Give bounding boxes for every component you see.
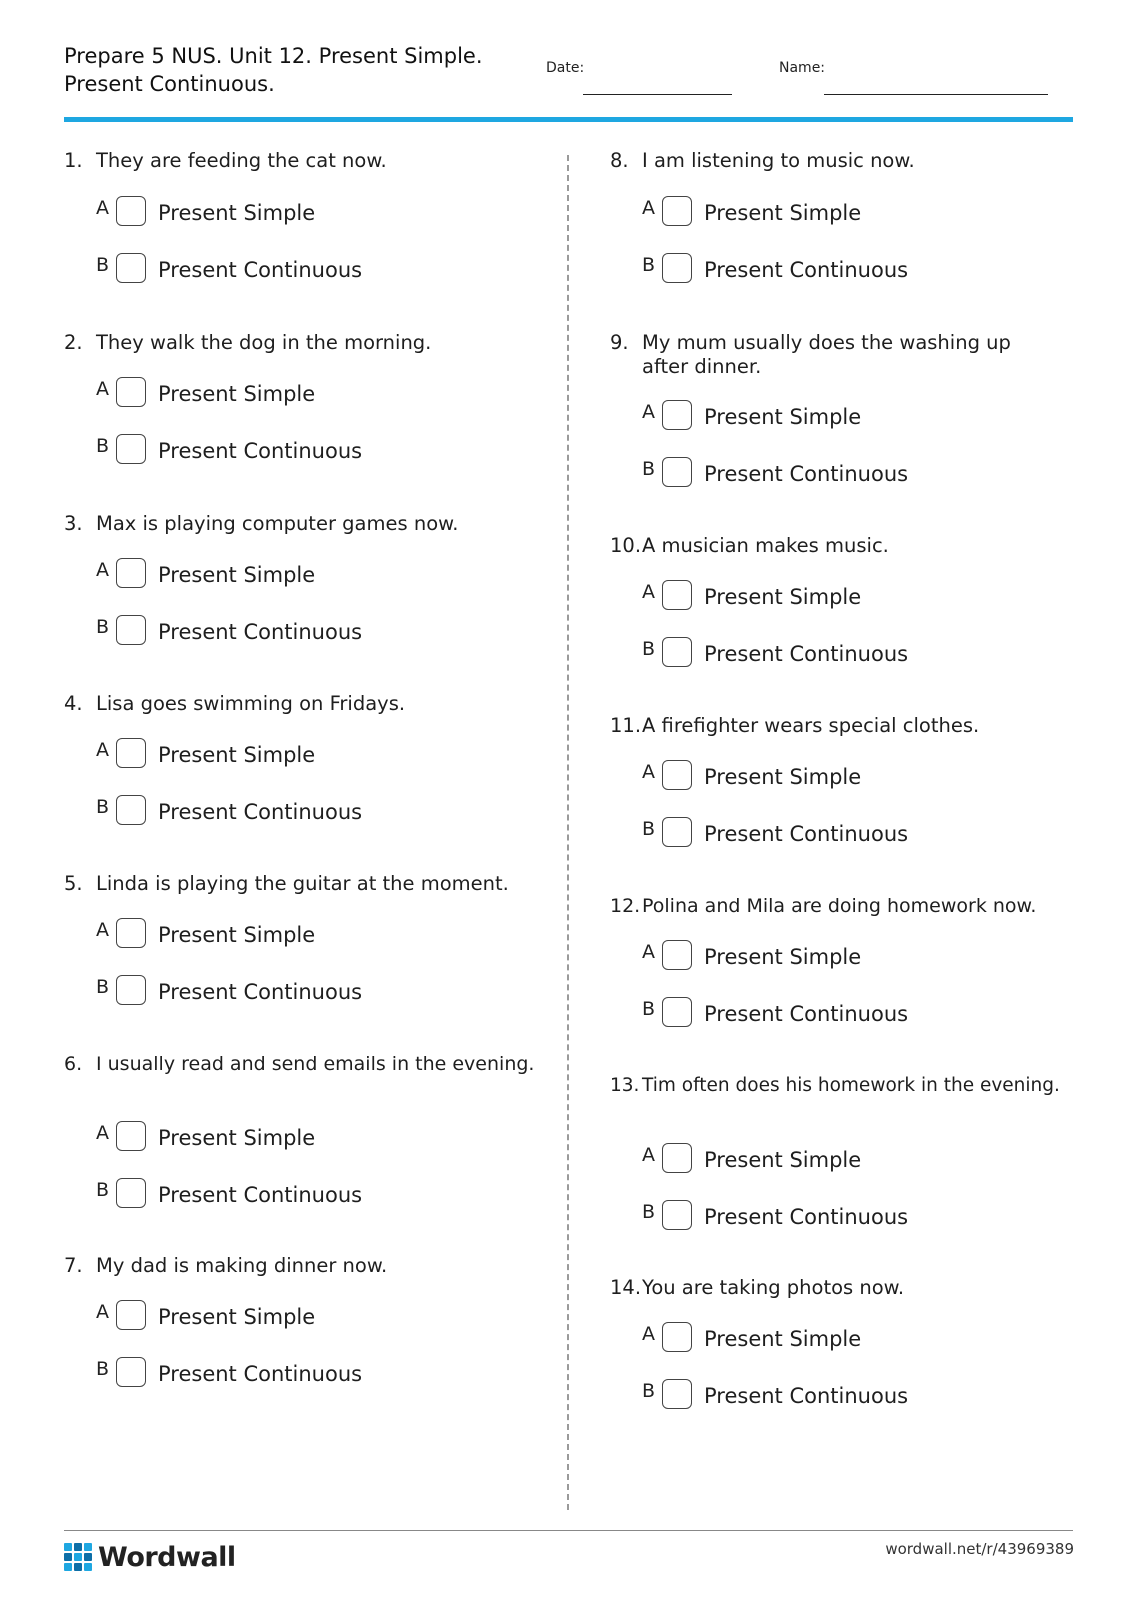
option-text: Present Continuous: [704, 462, 909, 486]
option-letter: B: [96, 435, 110, 457]
answer-checkbox[interactable]: [662, 940, 692, 970]
option-text: Present Simple: [704, 405, 862, 429]
answer-checkbox[interactable]: [116, 738, 146, 768]
option-letter: B: [642, 254, 656, 276]
answer-checkbox[interactable]: [662, 637, 692, 667]
option-text: Present Simple: [704, 1148, 862, 1172]
wordwall-logo-icon: [64, 1543, 92, 1571]
answer-checkbox[interactable]: [662, 196, 692, 226]
option-text: Present Continuous: [704, 822, 909, 846]
option-text: Present Continuous: [704, 258, 909, 282]
answer-checkbox[interactable]: [662, 253, 692, 283]
answer-checkbox[interactable]: [116, 1178, 146, 1208]
option-letter: B: [96, 1179, 110, 1201]
option-letter: B: [96, 1358, 110, 1380]
question-7: [64, 1254, 534, 1386]
option-letter: B: [96, 616, 110, 638]
option-text: Present Continuous: [158, 439, 363, 463]
option-text: Present Simple: [158, 201, 316, 225]
question-number: 2.: [64, 331, 83, 354]
option-letter: A: [642, 581, 655, 603]
header-accent-rule: [64, 117, 1073, 122]
option-text: Present Simple: [704, 1327, 862, 1351]
footer-url[interactable]: wordwall.net/r/43969389: [885, 1540, 1074, 1558]
option-text: Present Continuous: [158, 1183, 363, 1207]
answer-checkbox[interactable]: [662, 1143, 692, 1173]
option-letter: A: [96, 378, 109, 400]
option-letter: A: [642, 761, 655, 783]
option-letter: B: [642, 458, 656, 480]
question-9: [610, 331, 1050, 486]
option-letter: B: [96, 976, 110, 998]
answer-checkbox[interactable]: [116, 1300, 146, 1330]
option-text: Present Continuous: [158, 980, 363, 1004]
question-text: A musician makes music.: [642, 534, 889, 557]
question-number: 14.: [610, 1276, 642, 1299]
option-text: Present Simple: [158, 1305, 316, 1329]
question-number: 11.: [610, 714, 642, 737]
question-6: [64, 1052, 542, 1207]
option-text: Present Simple: [704, 765, 862, 789]
option-letter: A: [642, 401, 655, 423]
option-text: Present Simple: [158, 1126, 316, 1150]
worksheet-header: [64, 40, 1072, 124]
answer-checkbox[interactable]: [116, 377, 146, 407]
option-letter: A: [96, 559, 109, 581]
answer-checkbox[interactable]: [662, 1200, 692, 1230]
option-letter: A: [96, 197, 109, 219]
option-letter: A: [642, 1144, 655, 1166]
worksheet-title-line-2: Present Continuous.: [64, 72, 275, 96]
answer-checkbox[interactable]: [116, 615, 146, 645]
question-text: Polina and Mila are doing homework now.: [642, 895, 1037, 917]
question-4: [64, 692, 534, 824]
option-letter: B: [96, 796, 110, 818]
question-number: 7.: [64, 1254, 83, 1277]
answer-checkbox[interactable]: [116, 795, 146, 825]
option-text: Present Continuous: [704, 1002, 909, 1026]
question-5: [64, 872, 534, 1004]
option-text: Present Continuous: [158, 620, 363, 644]
option-letter: A: [642, 941, 655, 963]
question-text: I usually read and send emails in the evening.: [96, 1053, 535, 1075]
answer-checkbox[interactable]: [116, 975, 146, 1005]
question-8: [610, 149, 1072, 282]
question-text: Tim often does his homework in the evening.: [642, 1075, 1060, 1096]
answer-checkbox[interactable]: [116, 1121, 146, 1151]
option-text: Present Simple: [158, 923, 316, 947]
option-text: Present Simple: [704, 201, 862, 225]
question-number: 5.: [64, 872, 83, 895]
option-text: Present Continuous: [704, 1384, 909, 1408]
option-text: Present Simple: [704, 945, 862, 969]
question-text: I am listening to music now.: [642, 149, 915, 172]
option-letter: A: [642, 197, 655, 219]
option-text: Present Simple: [704, 585, 862, 609]
wordwall-logo-text: Wordwall: [98, 1541, 236, 1573]
answer-checkbox[interactable]: [662, 817, 692, 847]
question-number: 9.: [610, 331, 629, 354]
question-number: 6.: [64, 1053, 83, 1075]
question-text: Linda is playing the guitar at the moment.: [96, 872, 509, 895]
option-text: Present Continuous: [158, 258, 363, 282]
option-text: Present Simple: [158, 743, 316, 767]
question-10: [610, 534, 1072, 666]
option-letter: A: [96, 739, 109, 761]
question-number: 4.: [64, 692, 83, 715]
option-text: Present Simple: [158, 563, 316, 587]
option-text: Present Continuous: [158, 1362, 363, 1386]
answer-checkbox[interactable]: [116, 918, 146, 948]
answer-checkbox[interactable]: [116, 558, 146, 588]
answer-checkbox[interactable]: [662, 1379, 692, 1409]
question-14: [610, 1276, 1072, 1408]
question-number: 13.: [610, 1075, 640, 1096]
option-letter: A: [96, 1122, 109, 1144]
question-number: 3.: [64, 512, 83, 535]
option-letter: A: [96, 1301, 109, 1323]
answer-checkbox[interactable]: [662, 457, 692, 487]
option-text: Present Simple: [158, 382, 316, 406]
option-letter: B: [642, 638, 656, 660]
wordwall-logo: [64, 1540, 236, 1574]
question-number: 1.: [64, 149, 83, 172]
question-text: My mum usually does the washing up after dinner.: [642, 331, 1011, 378]
question-3: [64, 512, 534, 644]
answer-checkbox[interactable]: [116, 253, 146, 283]
column-divider: [567, 155, 569, 1510]
option-text: Present Continuous: [704, 1205, 909, 1229]
option-letter: B: [642, 1380, 656, 1402]
answer-checkbox[interactable]: [662, 400, 692, 430]
question-1: [64, 149, 534, 282]
answer-checkbox[interactable]: [662, 580, 692, 610]
option-letter: B: [642, 818, 656, 840]
question-text: They are feeding the cat now.: [96, 149, 387, 172]
question-text: A firefighter wears special clothes.: [642, 714, 980, 737]
option-letter: A: [642, 1323, 655, 1345]
question-text: Max is playing computer games now.: [96, 512, 459, 535]
answer-checkbox[interactable]: [662, 1322, 692, 1352]
question-2: [64, 331, 534, 463]
name-field[interactable]: [824, 94, 1048, 95]
date-field[interactable]: [583, 94, 732, 95]
question-text: My dad is making dinner now.: [96, 1254, 388, 1277]
question-text: You are taking photos now.: [642, 1276, 905, 1299]
question-number: 10.: [610, 534, 642, 557]
answer-checkbox[interactable]: [116, 1357, 146, 1387]
question-text: They walk the dog in the morning.: [96, 331, 432, 354]
answer-checkbox[interactable]: [662, 997, 692, 1027]
answer-checkbox[interactable]: [662, 760, 692, 790]
question-number: 8.: [610, 149, 629, 172]
option-letter: B: [96, 254, 110, 276]
option-text: Present Continuous: [158, 800, 363, 824]
footer-rule: [64, 1530, 1073, 1531]
option-letter: A: [96, 919, 109, 941]
answer-checkbox[interactable]: [116, 434, 146, 464]
option-letter: B: [642, 998, 656, 1020]
answer-checkbox[interactable]: [116, 196, 146, 226]
option-letter: B: [642, 1201, 656, 1223]
option-text: Present Continuous: [704, 642, 909, 666]
question-11: [610, 714, 1072, 846]
name-label: Name:: [779, 60, 826, 76]
date-label: Date:: [546, 60, 585, 76]
question-number: 12.: [610, 895, 641, 917]
question-text: Lisa goes swimming on Fridays.: [96, 692, 406, 715]
question-12: [610, 894, 1080, 1026]
worksheet-title-line-1: Prepare 5 NUS. Unit 12. Present Simple.: [64, 44, 483, 68]
question-13: [610, 1074, 1080, 1229]
